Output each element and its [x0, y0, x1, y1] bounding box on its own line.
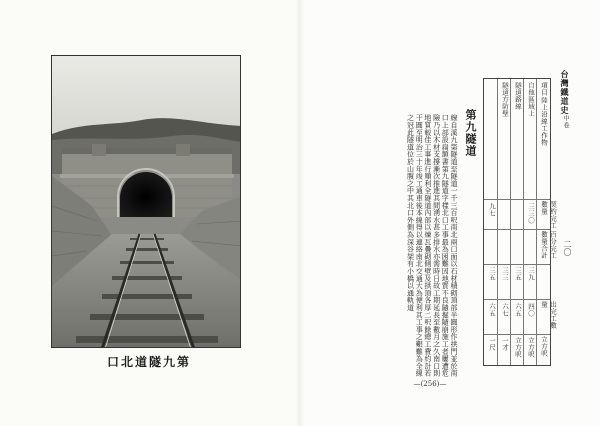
photo-caption: 口北道隧九第: [107, 355, 192, 369]
table-header-cell: 陸上沿線工作物: [540, 97, 548, 146]
body-paragraph: 線自溪九第隧道至隧道一千三百呎南北兩口面以石材積砌頂部半圓形作拱門並於南口上部設扁額書第九隧道字樣北口工事最為困難因地質不良隨掘隨崩施工者屢遭危險乃以木材支撐漸次推進其間湧水甚多排水亦需時日故工期延長至數月之久南口則地質較佳工事進行順利全隧道內部以煉瓦疊砌側壁及拱頂各厚二呎餘總工費約計若干圓至明治三十年竣工通車後本線得以連絡南北交通大為便利其工事之艱難為全線之冠此隧道位於山腹之中其北口外側為深谷架有小橋以通軌道: [406, 114, 458, 377]
table-header-cell: 隧道方防壁: [501, 82, 509, 117]
table-cell: 一尺: [488, 337, 496, 351]
running-header: [560, 70, 571, 160]
table-divider: [484, 229, 550, 230]
table-column-label: 立方呎: [540, 336, 548, 357]
table-column-label: 百分完工數量合計: [540, 231, 557, 259]
folio-number: 二〇: [563, 240, 572, 256]
book-gutter: [296, 0, 304, 426]
table-cell: 三九: [527, 267, 535, 281]
table-divider: [484, 334, 550, 335]
table-cell: 九七: [488, 203, 496, 217]
table-col-divider: [510, 79, 511, 365]
table-cell: 三三: [501, 267, 509, 281]
table-cell: 立方呎: [514, 337, 522, 358]
table-cell: 一才: [501, 337, 509, 351]
statistics-table: [483, 78, 557, 366]
table-col-divider: [523, 79, 524, 365]
table-column-label: 契約完工數量: [540, 201, 557, 229]
table-header-cell: 隧道路線: [514, 82, 522, 110]
running-header-volume: 中卷: [562, 115, 569, 129]
table-col-divider: [536, 79, 537, 365]
table-divider: [484, 299, 550, 300]
table-cell: 六七: [501, 303, 509, 317]
table-cell: 立方呎: [527, 337, 535, 358]
table-divider: [484, 264, 550, 265]
table-cell: 三五: [488, 267, 496, 281]
table-cell: 六五: [514, 303, 522, 317]
table-col-divider: [497, 79, 498, 365]
table-cell: 四〇: [527, 303, 535, 317]
table-header-cell: 項目: [540, 82, 548, 96]
table-header-cell: 自他區域上: [527, 82, 535, 117]
table-cell: 六五: [488, 303, 496, 317]
running-header-title: 台灣鐵道史: [560, 70, 570, 115]
table-divider: [484, 199, 550, 200]
table-cell: 三五: [514, 267, 522, 281]
table-column-label: 出完工數量: [540, 301, 557, 329]
page-number: —(256)—: [413, 380, 447, 388]
table-cell: 三三〇: [527, 203, 535, 224]
section-title: 第九隧道: [464, 109, 477, 157]
tunnel-photograph: [51, 55, 241, 348]
